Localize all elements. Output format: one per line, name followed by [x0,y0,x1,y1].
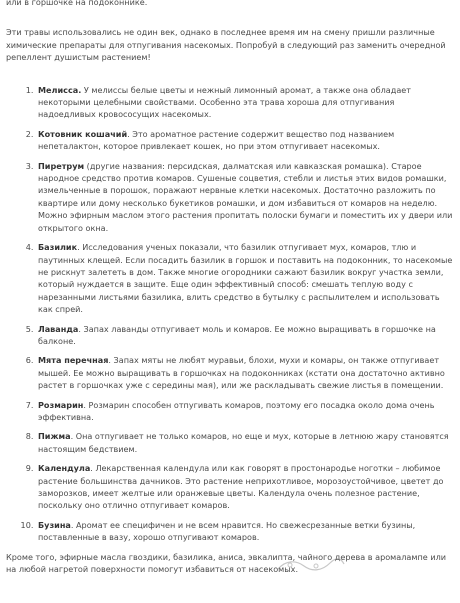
plant-description: . Исследования ученых показали, что базилик отпугивает мух, комаров, тлю и паутинных клещей. Если посадить базилик в горшок и поставить на подоконник, то насекомые не рискнут залететь в дом. Также многие огородники сажают базилик вокруг участка земли, который нуждается в защите. Еще один эффективный способ: смешать теплую воду с нарезанными листьями базилика, влить средство в бутылку с распылителем и использовать как спрей. [38,242,453,315]
plant-name: Пижма [38,431,71,442]
plant-list [6,84,453,544]
list-item-basil [36,241,453,315]
plant-name: Бузина [38,519,71,530]
list-item-calendula [36,462,453,512]
plant-description: . Запах лаванды отпугивает моль и комаров. Ее можно выращивать в горшочке на балконе. [38,323,436,346]
list-item-pyrethrum [36,160,453,234]
list-item-rosemary [36,399,453,424]
plant-name: Базилик [38,242,78,253]
plant-description: . Лекарственная календула или как говорят в простонародье ноготки – любимое растение большинства дачников. Это растение неприхотливое, морозоустойчивое, цветет до заморозков, имеет желтые или оранжевые цветы. Календула очень полезное растение, поскольку оно отлично отпугивает комаров. [38,463,444,511]
plant-description: . Запах мяты не любят муравьи, блохи, мухи и комары, он также отпугивает мышей. Ее можно выращивать в горшочках на подоконниках (кстати она достаточно активно растет в горшочках уже с середины мая), или же раскладывать свежие листья в помещении. [38,355,445,391]
plant-description: . Розмарин способен отпугивать комаров, поэтому его посадка около дома очень эффективна. [38,399,435,422]
watermark-logo [276,558,346,572]
plant-name: Пиретрум [38,160,85,171]
list-item-elderberry [36,519,453,544]
plant-name: Мята перечная [38,355,109,366]
plant-description: У мелиссы белые цветы и нежный лимонный аромат, а также она обладает некоторыми целебными свойствами. Особенно эта трава хороша для отпугивания надоедливых кровососущих насекомых. [38,84,411,120]
plant-description: . Аромат ее специфичен и не всем нравится. Но свежесрезанные ветки бузины, поставленные в вазу, хорошо отпугивают комаров. [38,519,416,543]
plant-description: . Это ароматное растение содержит вещество под названием непеталактон, которое привлекает кошек, но при этом отпугивает насекомых. [38,128,395,152]
plant-name: Лаванда [38,323,79,334]
list-item-lavender [36,323,453,348]
plant-description: (другие названия: персидская, далматская или кавказская ромашка). Старое народное средство против комаров. Сушеные соцветия, стебли и листья этих видов ромашки, измельченные в порошок, поражают нервные клетки насекомых. Достаточно разложить по квартире или дому несколько букетиков ромашки, и дом избавиться от комаров на неделю. Можно эфирным маслом этого растения пропитать полоски бумаги и поместить их у двери или открытого окна. [38,160,453,233]
plant-name: Мелисса. [38,84,82,95]
outro-paragraph: Кроме того, эфирные масла гвоздики, базилика, аниса, эвкалипта, чайного дерева в аромалампе или на любой нагретой поверхности помогут избавиться от насекомых. [6,551,447,575]
plant-name: Розмарин [38,399,84,410]
previous-paragraph-tail: или в горшочке на подоконнике. [6,0,148,7]
list-item-melissa [36,84,453,121]
list-item-catnip [36,128,453,153]
plant-name: Календула [38,463,91,474]
plant-description: . Она отпугивает не только комаров, но еще и мух, которые в летнюю жару становятся настоящим бедствием. [38,431,449,454]
list-item-tansy [36,430,453,455]
intro-paragraph: Эти травы использовались не один век, однако в последнее время им на смену пришли различные химические препараты для отпугивания насекомых. Попробуй в следующий раз заменить очередной репеллент душистым растением! [6,27,446,63]
list-item-peppermint [36,354,453,391]
plant-name: Котовник кошачий [38,128,128,139]
